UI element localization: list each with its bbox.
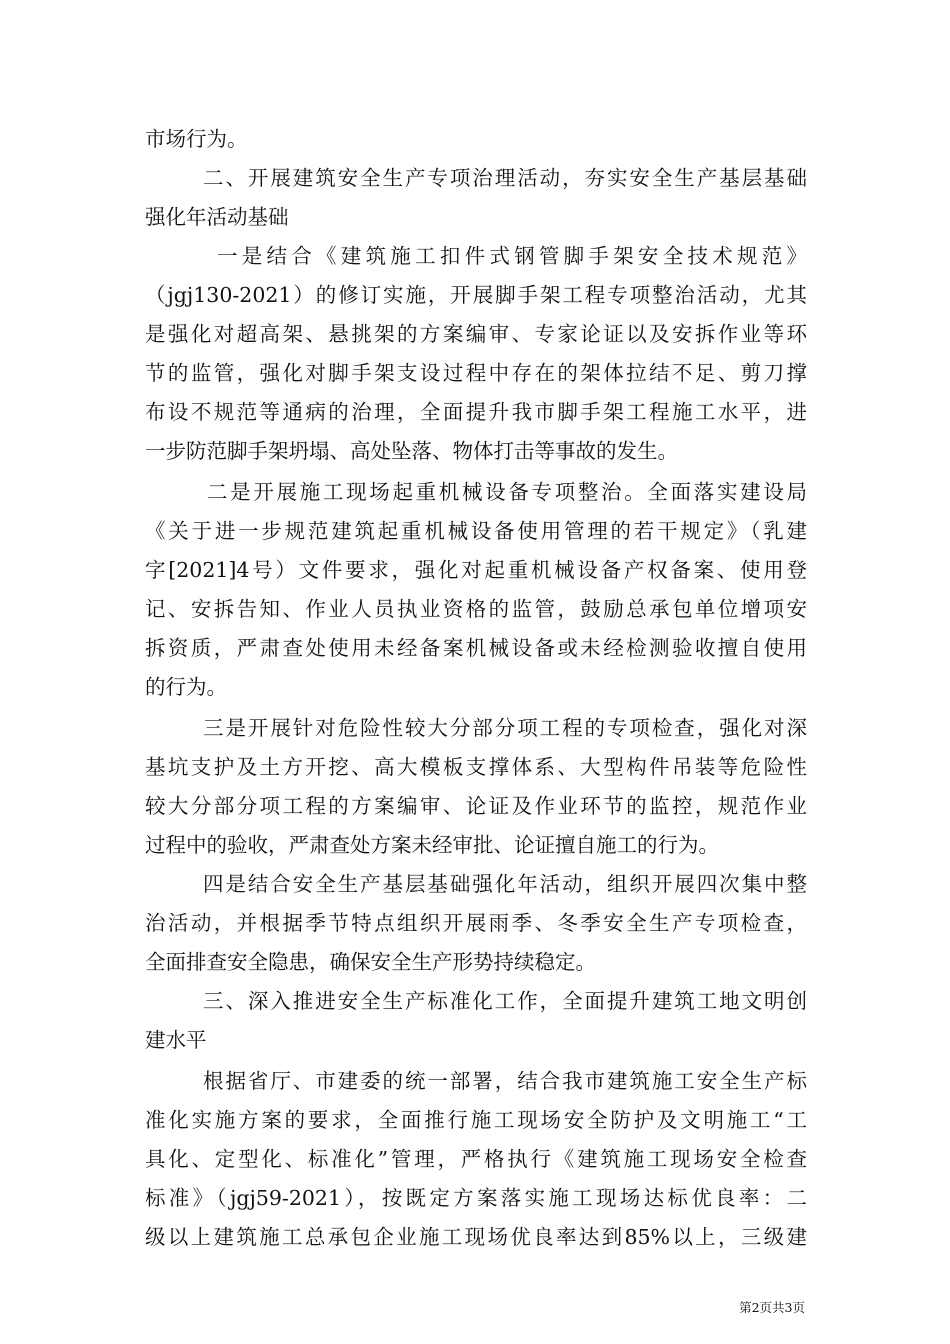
paragraph-line: 一步防范脚手架坍塌、高处坠落、物体打击等事故的发生。: [145, 439, 678, 463]
paragraph-line: 较大分部分项工程的方案编审、论证及作业环节的监控，规范作业: [145, 794, 807, 818]
paragraph-line: 标准》（jgj59-2021），按既定方案落实施工现场达标优良率：二: [145, 1186, 807, 1210]
paragraph-line: 一是结合《建筑施工扣件式钢管脚手架安全技术规范》: [217, 244, 807, 268]
paragraph-line: 布设不规范等通病的治理，全面提升我市脚手架工程施工水平，进: [145, 400, 807, 424]
paragraph-line: 具化、定型化、标准化”管理，严格执行《建筑施工现场安全检查: [145, 1147, 807, 1171]
section-heading-line: 三、深入推进安全生产标准化工作，全面提升建筑工地文明创: [203, 989, 807, 1013]
paragraph-line: 的行为。: [145, 675, 227, 699]
section-heading-line: 建水平: [145, 1028, 207, 1052]
paragraph-line: 《关于进一步规范建筑起重机械设备使用管理的若干规定》（乳建: [145, 519, 807, 543]
section-heading-line: 二、开展建筑安全生产专项治理活动，夯实安全生产基层基础: [203, 166, 807, 190]
paragraph-line: 市场行为。: [145, 127, 248, 151]
page-number: 第2页共3页: [739, 1300, 805, 1315]
paragraph-line: 基坑支护及土方开挖、高大模板支撑体系、大型构件吊装等危险性: [145, 755, 807, 779]
paragraph-line: 全面排查安全隐患，确保安全生产形势持续稳定。: [145, 950, 596, 974]
paragraph-line: 三是开展针对危险性较大分部分项工程的专项检查，强化对深: [203, 716, 807, 740]
paragraph-line: 过程中的验收，严肃查处方案未经审批、论证擅自施工的行为。: [145, 833, 719, 857]
paragraph-line: 根据省厅、市建委的统一部署，结合我市建筑施工安全生产标: [203, 1069, 807, 1093]
paragraph-line: 是强化对超高架、悬挑架的方案编审、专家论证以及安拆作业等环: [145, 322, 807, 346]
paragraph-line: 记、安拆告知、作业人员执业资格的监管，鼓励总承包单位增项安: [145, 597, 807, 621]
paragraph-line: 字[2021]4号）文件要求，强化对起重机械设备产权备案、使用登: [145, 558, 807, 582]
document-body: [145, 120, 807, 1257]
paragraph-line: 准化实施方案的要求，全面推行施工现场安全防护及文明施工“工: [145, 1108, 807, 1132]
section-heading-line: 强化年活动基础: [145, 205, 289, 229]
paragraph-line: （jgj130-2021）的修订实施，开展脚手架工程专项整治活动，尤其: [145, 283, 807, 307]
paragraph-line: 拆资质，严肃查处使用未经备案机械设备或未经检测验收擅自使用: [145, 636, 807, 660]
paragraph-line: 级以上建筑施工总承包企业施工现场优良率达到85%以上，三级建: [145, 1225, 807, 1249]
paragraph-line: 四是结合安全生产基层基础强化年活动，组织开展四次集中整: [203, 872, 807, 896]
paragraph-line: 治活动，并根据季节特点组织开展雨季、冬季安全生产专项检查，: [145, 911, 807, 935]
paragraph-line: 节的监管，强化对脚手架支设过程中存在的架体拉结不足、剪刀撑: [145, 361, 807, 385]
paragraph-line: 二是开展施工现场起重机械设备专项整治。全面落实建设局: [207, 480, 807, 504]
